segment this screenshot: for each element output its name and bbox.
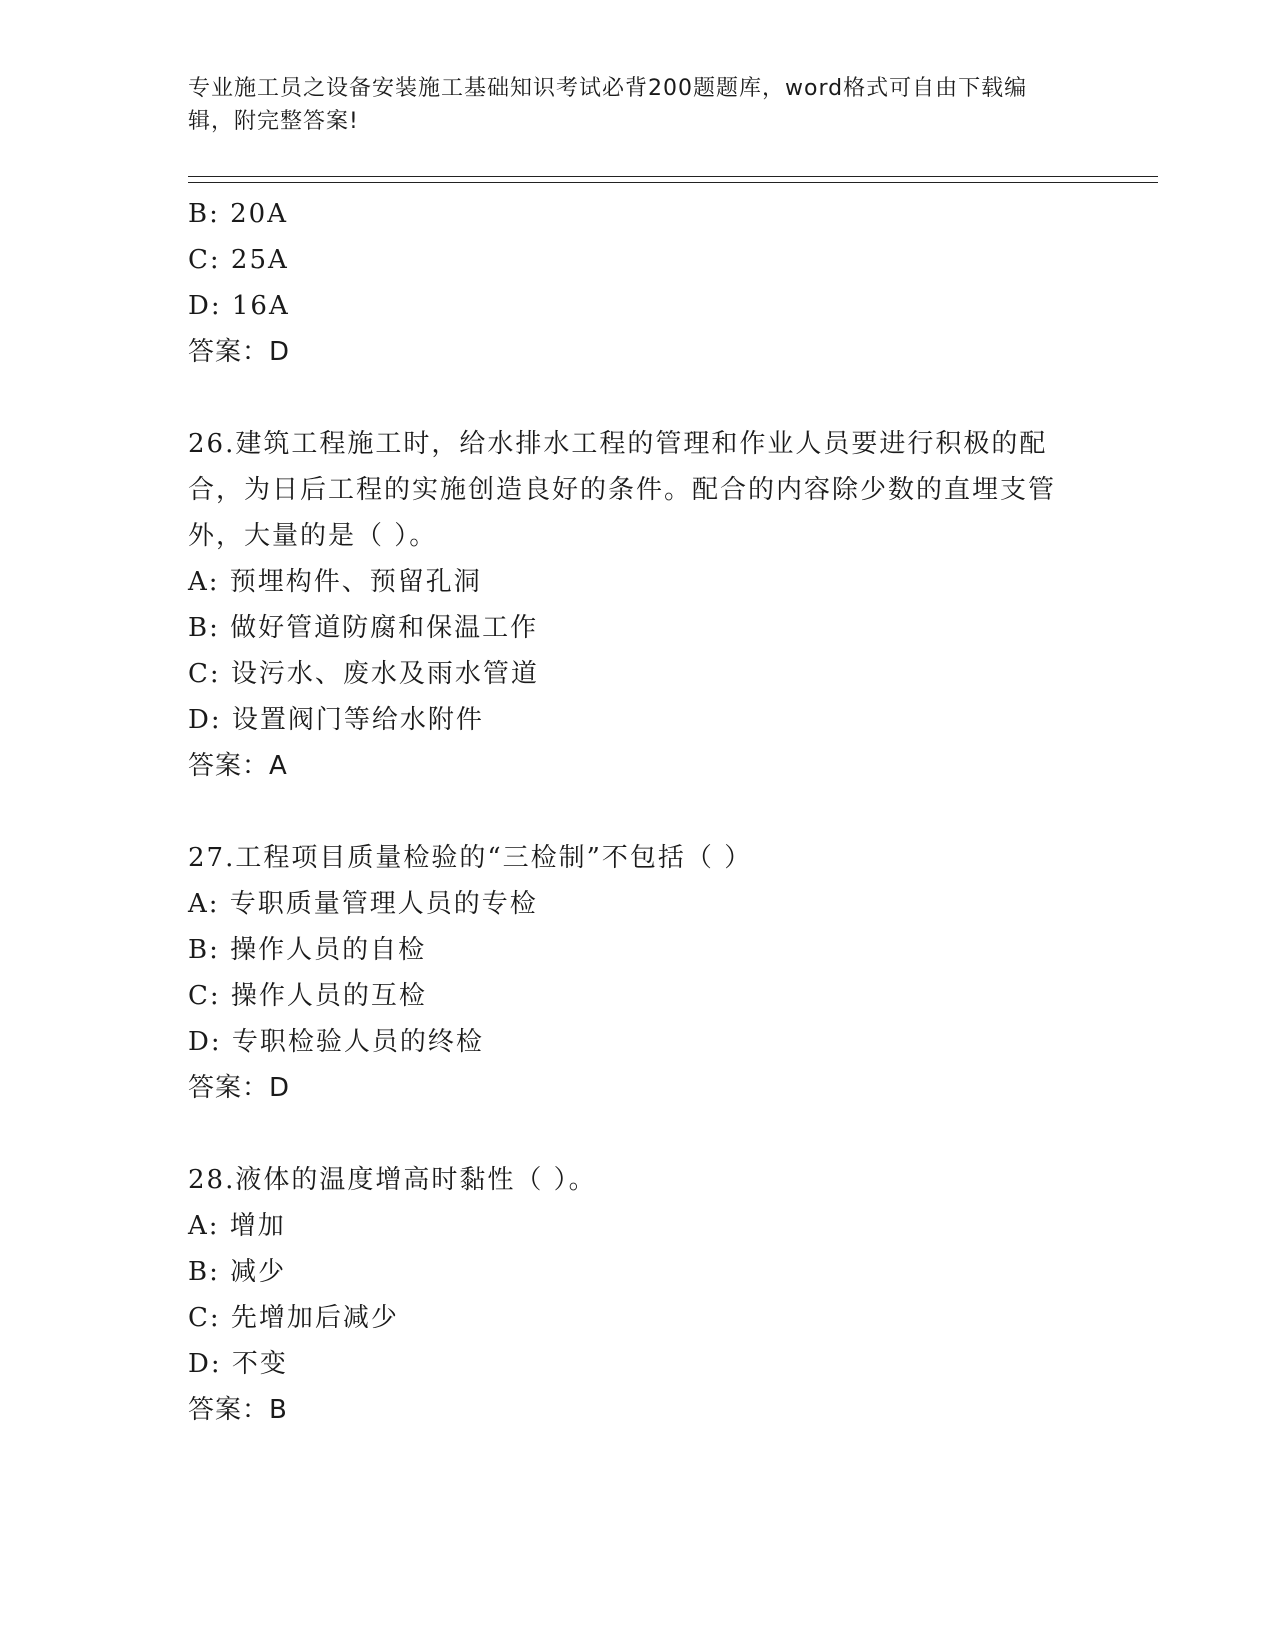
option-b: B: 操作人员的自检: [188, 935, 427, 965]
answer-line: 答案：A: [188, 751, 288, 781]
option-b: B: 减少: [188, 1257, 287, 1287]
option-d: D: 不变: [188, 1349, 288, 1379]
document-page: [188, 72, 1158, 1433]
option-c: C: 25A: [188, 245, 289, 275]
option-a: A: 专职质量管理人员的专检: [188, 889, 538, 919]
option-b: B: 20A: [188, 199, 288, 229]
question-stem: 26.建筑工程施工时，给水排水工程的管理和作业人员要进行积极的配合，为日后工程的实施创造良好的条件。配合的内容除少数的直埋支管外，大量的是（ ）。: [188, 429, 1057, 551]
answer-line: 答案：D: [188, 1073, 291, 1103]
question-26: [188, 421, 1158, 789]
option-d: D: 设置阀门等给水附件: [188, 705, 484, 735]
partial-question: [188, 191, 1158, 375]
answer-line: 答案：B: [188, 1395, 288, 1425]
question-28: [188, 1157, 1158, 1433]
option-b: B: 做好管道防腐和保温工作: [188, 613, 539, 643]
document-header-title: 专业施工员之设备安装施工基础知识考试必背200题题库，word格式可自由下载编辑，附完整答案!: [188, 76, 1028, 134]
option-c: C: 先增加后减少: [188, 1303, 399, 1333]
option-a: A: 增加: [188, 1211, 286, 1241]
question-stem: 27.工程项目质量检验的“三检制”不包括（ ）: [188, 843, 753, 873]
question-27: [188, 835, 1158, 1111]
answer-line: 答案：D: [188, 337, 291, 367]
document-content: [188, 191, 1158, 1433]
option-c: C: 设污水、废水及雨水管道: [188, 659, 539, 689]
question-stem: 28.液体的温度增高时黏性（ ）。: [188, 1165, 597, 1195]
option-a: A: 预埋构件、预留孔洞: [188, 567, 482, 597]
header-double-rule: [188, 176, 1158, 183]
option-d: D: 16A: [188, 291, 290, 321]
option-c: C: 操作人员的互检: [188, 981, 427, 1011]
option-d: D: 专职检验人员的终检: [188, 1027, 484, 1057]
